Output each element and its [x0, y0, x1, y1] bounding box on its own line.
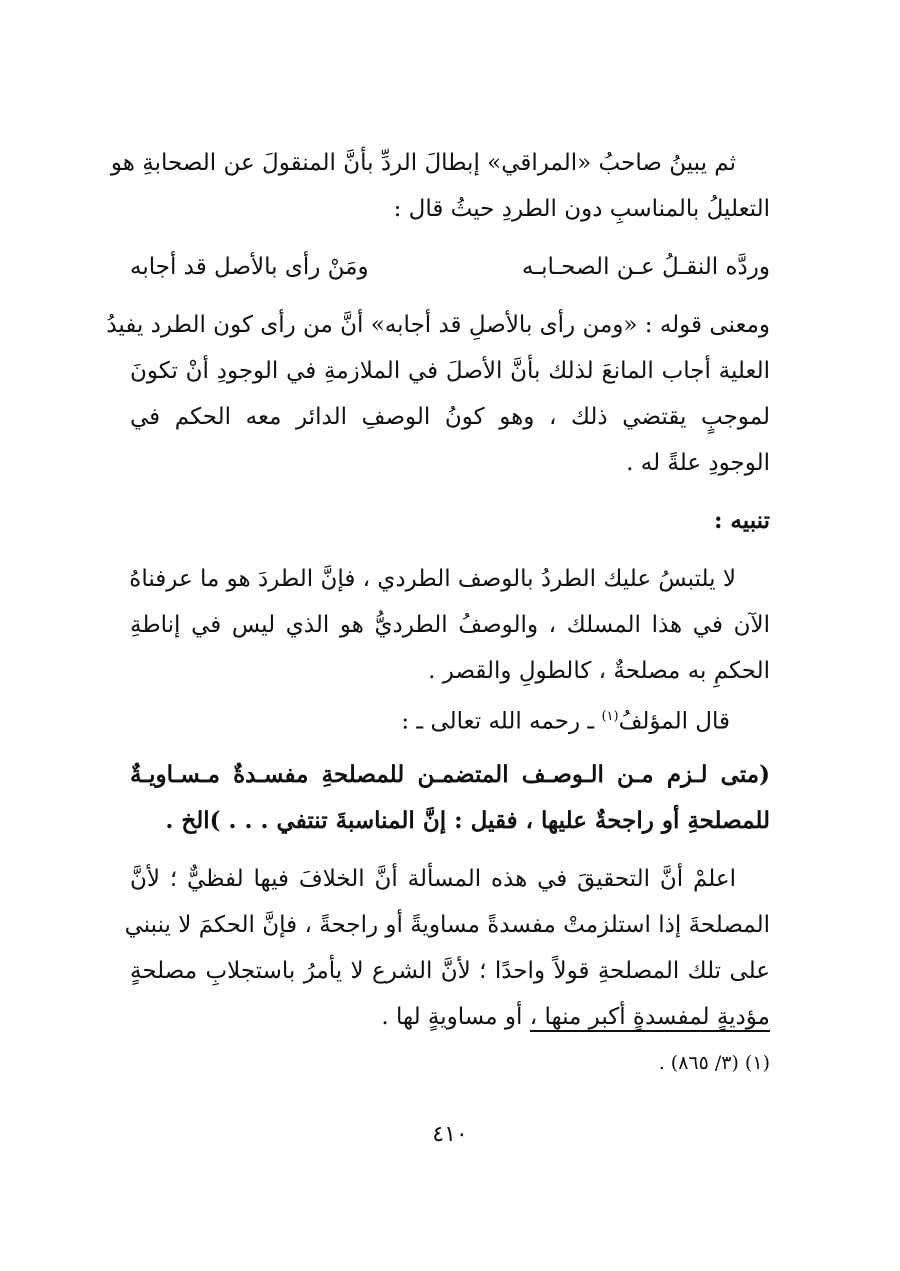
text-line: على تلك المصلحةِ قولاً واحدًا ؛ لأنَّ الشرع لا يأمرُ باستجلابِ مصلحةٍ: [130, 958, 770, 984]
text-line: اعلمْ أنَّ التحقيقَ في هذه المسألة أنَّ الخلافَ فيها لفظيٌّ ؛ لأنَّ: [130, 866, 736, 892]
text-line: مؤديةٍ لمفسدةٍ أكبر منها ، أو مساويةٍ لها .: [381, 1004, 770, 1030]
page-number: ٤١٠: [432, 1122, 468, 1147]
quoted-matn: [130, 752, 770, 844]
text-line: لا يلتبسُ عليك الطردُ بالوصف الطردي ، فإنَّ الطردَ هو ما عرفناهُ: [129, 566, 736, 592]
footnote-marker: (١): [601, 709, 619, 724]
text-line: التعليلُ بالمناسبِ دون الطردِ حيثُ قال :: [393, 196, 770, 222]
paragraph-notice: [130, 556, 770, 694]
text-line: المصلحةَ إذا استلزمتْ مفسدةً مساويةً أو راجحةً ، فإنَّ الحكمَ لا ينبني: [124, 912, 770, 938]
poem-verse: [130, 244, 770, 290]
author-quote-after: ـ رحمه الله تعالى ـ :: [401, 708, 602, 735]
text-line: للمصلحةِ أو راجحةٌ عليها ، فقيل : إنَّ المناسبةَ تنتفي . . . )الخ .: [165, 807, 770, 834]
text-line: الآن في هذا المسلك ، والوصفُ الطرديُّ هو الذي ليس في إناطةِ: [130, 612, 770, 638]
verse-first-hemistich: وردَّه النقـلُ عـن الصحـابـه: [522, 254, 770, 280]
paragraph-intro: [110, 140, 770, 232]
author-quote-before: قال المؤلفُ: [618, 708, 730, 735]
text-line: العلية أجاب المانعَ لذلك بأنَّ الأصلَ في الملازمةِ في الوجودِ أنْ تكونَ: [130, 358, 770, 384]
text-line: الوجودِ علةً له .: [626, 450, 770, 476]
author-quote-line: [130, 694, 770, 740]
paragraph-explanation: [106, 302, 770, 486]
paragraph-commentary: [124, 856, 770, 1040]
text-line: ومعنى قوله : «ومن رأى بالأصلِ قد أجابه» أنَّ من رأى كون الطرد يفيدُ: [106, 312, 770, 338]
footnote-divider: [530, 1030, 770, 1032]
footnote: (١) (٣/ ٨٦٥) .: [658, 1052, 770, 1074]
verse-second-hemistich: ومَنْ رأى بالأصل قد أجابه: [130, 254, 369, 280]
text-line: الحكمِ به مصلحةٌ ، كالطولِ والقصر .: [428, 658, 770, 684]
page-body: [106, 140, 770, 1040]
text-line: (متى لـزم مـن الـوصـف المتضمـن للمصلحةِ مفسـدةٌ مـسـاويـةٌ: [130, 761, 770, 788]
text-line: ثم يبينُ صاحبُ «المراقي» إبطالَ الردِّ بأنَّ المنقولَ عن الصحابةِ هو: [110, 150, 736, 176]
notice-heading: تنبيه :: [713, 507, 770, 534]
text-line: لموجبٍ يقتضي ذلك ، وهو كونُ الوصفِ الدائر معه الحكم في: [130, 404, 770, 430]
